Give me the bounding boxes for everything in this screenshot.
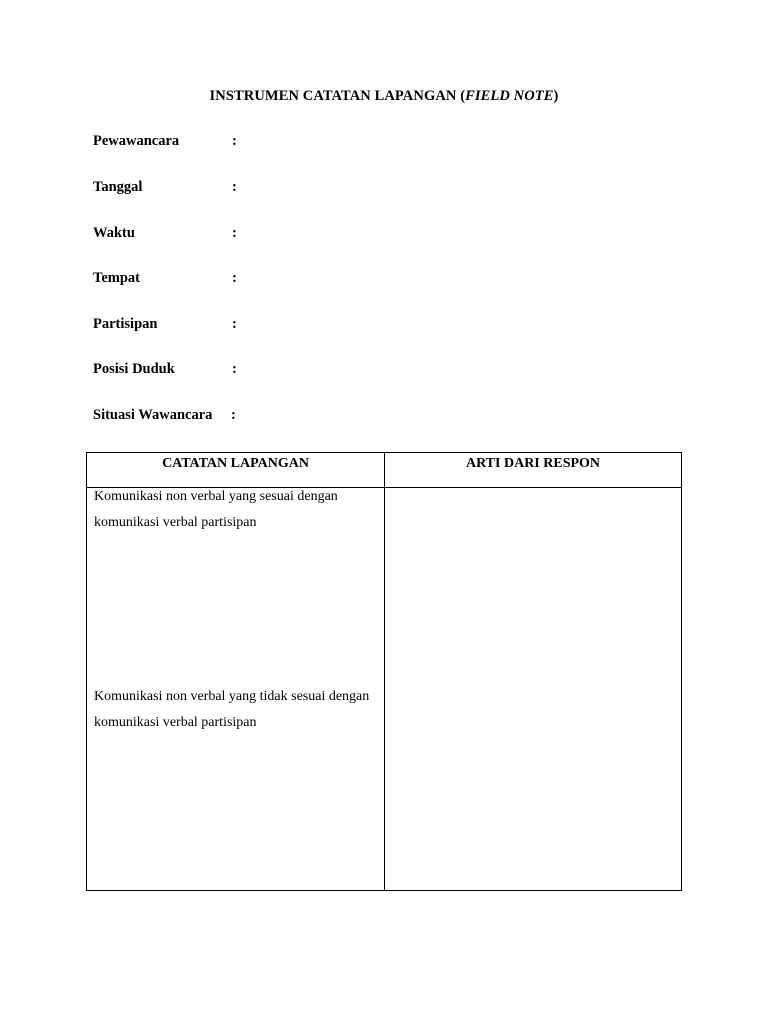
title-close: ): [553, 88, 559, 104]
field-notes-table: [86, 452, 682, 891]
field-label: Situasi Wawancara: [93, 407, 213, 423]
field-label: Tempat: [93, 270, 140, 286]
title-main: INSTRUMEN CATATAN LAPANGAN (: [209, 88, 466, 104]
field-colon: :: [232, 225, 237, 241]
field-colon: :: [232, 316, 237, 332]
note-sesuai: Komunikasi non verbal yang sesuai dengan komunikasi verbal partisipan: [94, 489, 338, 530]
field-label: Posisi Duduk: [93, 361, 175, 377]
field-label: Tanggal: [93, 179, 143, 195]
field-label: Waktu: [93, 225, 135, 241]
field-colon: :: [232, 179, 237, 195]
field-colon: :: [232, 361, 237, 377]
field-colon: :: [232, 133, 237, 149]
field-label: Pewawancara: [93, 133, 180, 149]
column-divider: [384, 453, 385, 890]
note-tidak-sesuai: Komunikasi non verbal yang tidak sesuai dengan komunikasi verbal partisipan: [94, 689, 370, 730]
field-label: Partisipan: [93, 316, 158, 332]
field-colon: :: [231, 407, 236, 423]
document-title: [0, 88, 768, 105]
header-catatan-lapangan: CATATAN LAPANGAN: [162, 456, 309, 471]
title-italic: FIELD NOTE: [465, 88, 554, 104]
field-colon: :: [232, 270, 237, 286]
header-arti-dari-respon: ARTI DARI RESPON: [465, 456, 601, 471]
